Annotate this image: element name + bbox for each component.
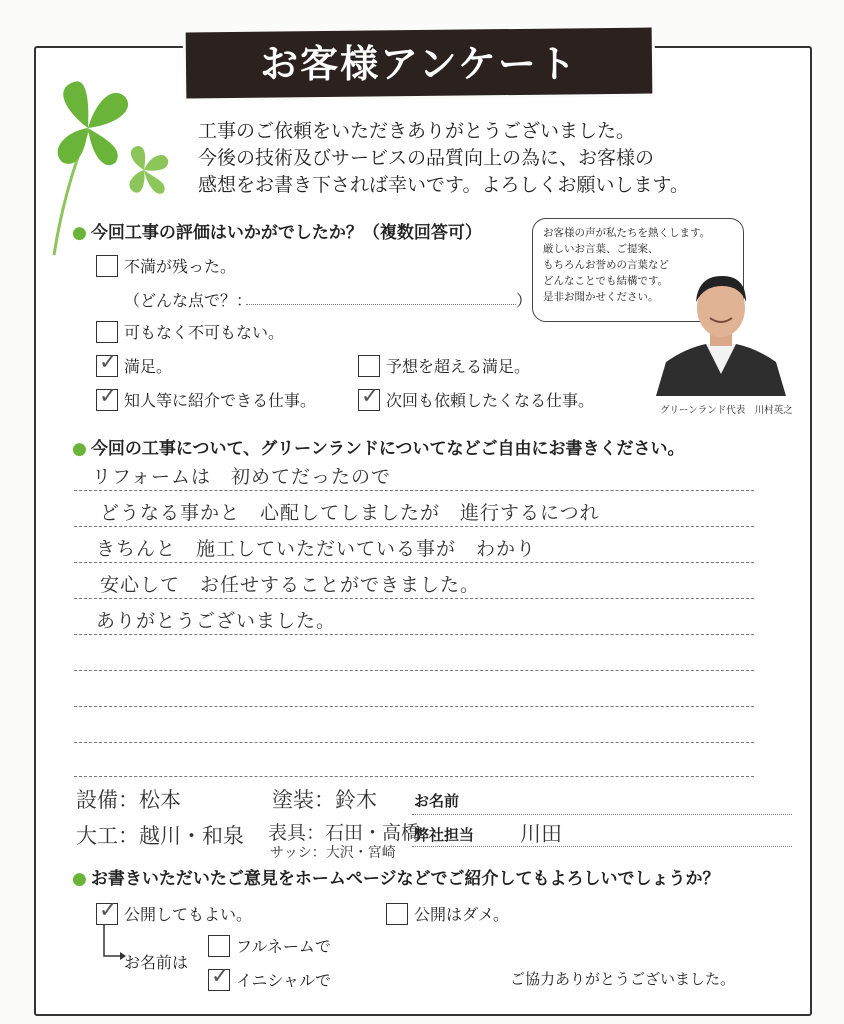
checkbox[interactable]: [358, 383, 380, 411]
checkbox[interactable]: [358, 355, 380, 377]
bubble-line: 厳しいお言葉、ご提案、: [543, 243, 659, 255]
bullet-dot-icon: ●: [72, 223, 87, 243]
q1-heading: ● 今回工事の評価はいかがでしたか？（複数回答可）: [72, 223, 482, 243]
q1-reason-close: ）: [516, 291, 533, 310]
check-mark-icon: ✓: [211, 963, 230, 989]
comment-line: きちんと 施工していただいている事が わかり: [96, 538, 537, 560]
q1-option-repeat[interactable]: ✓ 次回も依頼したくなる仕事。: [358, 388, 594, 411]
ruled-line: [74, 634, 754, 635]
checkbox[interactable]: [386, 903, 408, 925]
comment-line: リフォームは 初めてだったので: [92, 466, 392, 488]
intro-text: [198, 118, 758, 199]
bubble-line: もちろんお誉めの言葉など: [543, 259, 669, 271]
president-portrait: [656, 270, 786, 396]
reason-line[interactable]: [246, 304, 516, 305]
q3-option-initials[interactable]: ✓ イニシャルで: [208, 968, 331, 991]
ruled-line: [74, 490, 754, 491]
portrait-caption: グリーンランド代表 川村英之: [660, 405, 793, 416]
intro-line: 感想をお書き下されば幸いです。よろしくお願いします。: [198, 174, 689, 196]
checkbox[interactable]: [208, 935, 230, 957]
checkbox[interactable]: [96, 255, 118, 277]
q1-option-satisfied[interactable]: ✓ 満足。: [96, 354, 172, 377]
customer-name-label: お名前: [414, 792, 460, 810]
ruled-line: [74, 706, 754, 707]
clover-small-icon: [112, 140, 176, 200]
staff-label: 弊社担当: [414, 826, 475, 844]
checkbox[interactable]: [96, 383, 118, 411]
checkbox[interactable]: [96, 349, 118, 377]
staff-tosou: 塗装：鈴木: [272, 788, 377, 812]
q3-option-fullname[interactable]: フルネームで: [208, 934, 331, 957]
ruled-line: [74, 742, 754, 743]
comment-line: ありがとうございました。: [96, 610, 337, 632]
page-title: お客様アンケート: [260, 42, 578, 86]
check-mark-icon: ✓: [99, 383, 118, 409]
footer-thanks: ご協力ありがとうございました。: [510, 970, 736, 988]
name-line[interactable]: [412, 814, 792, 815]
q3-heading: ● お書きいただいたご意見をホームページなどでご紹介してもよろしいでしょうか？: [72, 869, 720, 889]
q3-option-no-publish[interactable]: 公開はダメ。: [386, 902, 509, 925]
checkbox[interactable]: [208, 963, 230, 991]
check-mark-icon: ✓: [99, 349, 118, 375]
staff-sash: サッシ：大沢・宮崎: [270, 845, 396, 861]
q1-reason: （どんな点で？：: [124, 291, 253, 310]
comment-line: どうなる事かと 心配してしましたが 進行するにつれ: [100, 502, 600, 524]
staff-daiku: 大工：越川・和泉: [76, 824, 244, 848]
bubble-line: 是非お聞かせください。: [543, 291, 659, 303]
q3-option-publish[interactable]: ✓ 公開してもよい。: [96, 902, 252, 925]
q3-name-label: お名前は: [124, 953, 189, 972]
bubble-line: どんなことでも結構です。: [543, 275, 669, 287]
bullet-dot-icon: ●: [72, 439, 87, 459]
checkbox[interactable]: [96, 897, 118, 925]
ruled-line: [74, 776, 754, 777]
q1-option-recommend[interactable]: ✓ 知人等に紹介できる仕事。: [96, 388, 316, 411]
tantou-line: [412, 846, 792, 847]
ruled-line: [74, 526, 754, 527]
check-mark-icon: ✓: [99, 897, 118, 923]
staff-setsubi: 設備：松本: [76, 788, 181, 812]
ruled-line: [74, 562, 754, 563]
bubble-line: お客様の声が私たちを熱くします。: [543, 227, 711, 239]
ruled-line: [74, 598, 754, 599]
intro-line: 工事のご依頼をいただきありがとうございました。: [198, 120, 636, 142]
q1-option-dissatisfied[interactable]: 不満が残った。: [96, 254, 236, 277]
q1-option-neutral[interactable]: 可もなく不可もない。: [96, 320, 284, 343]
staff-tantou: 川田: [520, 822, 562, 846]
check-mark-icon: ✓: [361, 383, 380, 409]
comment-line: 安心して お任せすることができました。: [100, 574, 481, 596]
bullet-dot-icon: ●: [72, 869, 87, 889]
checkbox[interactable]: [96, 321, 118, 343]
q2-heading: ● 今回の工事について、グリーンランドについてなどご自由にお書きください。: [72, 439, 685, 459]
staff-hyougu: 表具：石田・高橋: [268, 822, 421, 844]
intro-line: 今後の技術及びサービスの品質向上の為に、お客様の: [198, 147, 655, 169]
q1-option-beyond[interactable]: 予想を超える満足。: [358, 354, 530, 377]
ruled-line: [74, 670, 754, 671]
